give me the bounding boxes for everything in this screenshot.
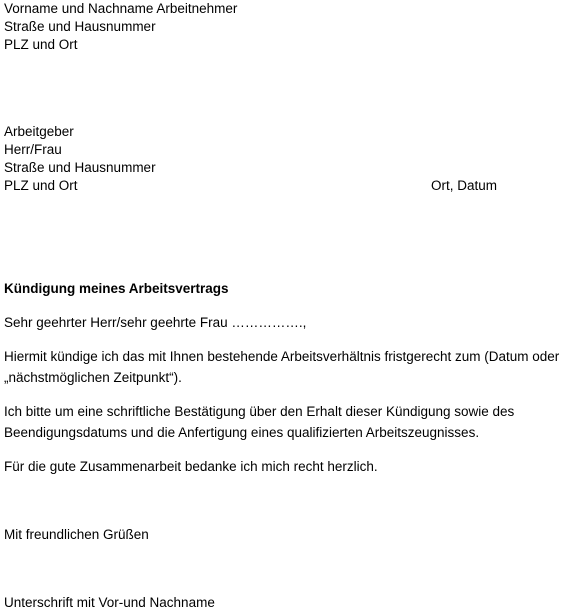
body-paragraph-2-line-2: Beendigungsdatums und die Anfertigung eines qualifizierten Arbeitszeugnisses. <box>4 425 480 440</box>
subject-line: Kündigung meines Arbeitsvertrags <box>4 281 229 296</box>
sender-city: PLZ und Ort <box>4 37 78 52</box>
body-paragraph-1-line-1: Hiermit kündige ich das mit Ihnen bestehende Arbeitsverhältnis fristgerecht zum (Datum oder <box>4 349 560 364</box>
sender-name: Vorname und Nachname Arbeitnehmer <box>4 1 238 16</box>
recipient-street: Straße und Hausnummer <box>4 160 156 175</box>
sender-street: Straße und Hausnummer <box>4 19 156 34</box>
body-paragraph-3: Für die gute Zusammenarbeit bedanke ich mich recht herzlich. <box>4 459 378 474</box>
body-paragraph-1-line-2: „nächstmöglichen Zeitpunkt“). <box>4 370 182 385</box>
place-date: Ort, Datum <box>431 178 498 193</box>
closing: Mit freundlichen Grüßen <box>4 527 149 542</box>
signature-line: Unterschrift mit Vor-und Nachname <box>4 595 215 610</box>
body-paragraph-2-line-1: Ich bitte um eine schriftliche Bestätigung über den Erhalt dieser Kündigung sowie des <box>4 404 515 419</box>
recipient-contact: Herr/Frau <box>4 142 62 157</box>
recipient-city: PLZ und Ort <box>4 178 78 193</box>
salutation: Sehr geehrter Herr/sehr geehrte Frau ……………., <box>4 315 307 330</box>
recipient-company: Arbeitgeber <box>4 124 74 139</box>
